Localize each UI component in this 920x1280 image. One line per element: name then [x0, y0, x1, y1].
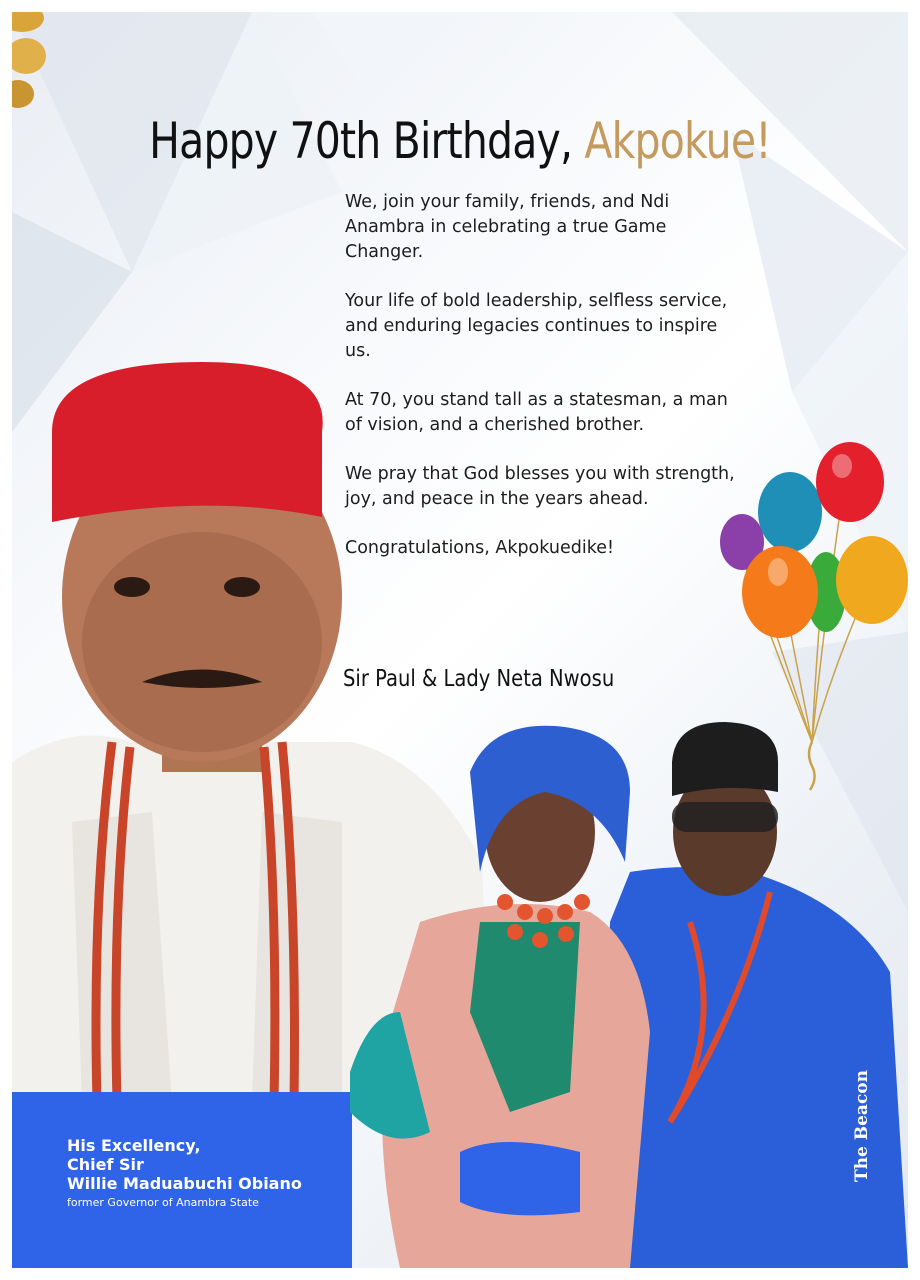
- message-paragraph: Congratulations, Akpokuedike!: [345, 538, 614, 558]
- couple-photo: [330, 712, 908, 1268]
- caption-role: former Governor of Anambra State: [67, 1196, 259, 1209]
- message-paragraph: We, join your family, friends, and Ndi Anambra in celebrating a true Game Changer.: [345, 192, 670, 262]
- birthday-card: [12, 12, 908, 1268]
- message-paragraph: Your life of bold leadership, selfless service, and enduring legacies continues to inspire us.: [345, 291, 728, 361]
- page-title: Happy 70th Birthday, Akpokue!: [149, 112, 771, 170]
- portrait-caption: [67, 1136, 302, 1213]
- corner-balloons: [12, 12, 52, 112]
- message-paragraph: We pray that God blesses you with strength, joy, and peace in the years ahead.: [345, 464, 735, 509]
- title-accent-name: Akpokue!: [584, 112, 771, 170]
- watermark: The Beacon: [852, 1070, 872, 1182]
- caption-name: Willie Maduabuchi Obiano: [67, 1174, 302, 1193]
- message-paragraph: At 70, you stand tall as a statesman, a man of vision, and a cherished brother.: [345, 390, 728, 435]
- caption-title: Chief Sir: [67, 1155, 144, 1174]
- caption-honorific: His Excellency,: [67, 1136, 201, 1155]
- signature: Sir Paul & Lady Neta Nwosu: [343, 666, 615, 692]
